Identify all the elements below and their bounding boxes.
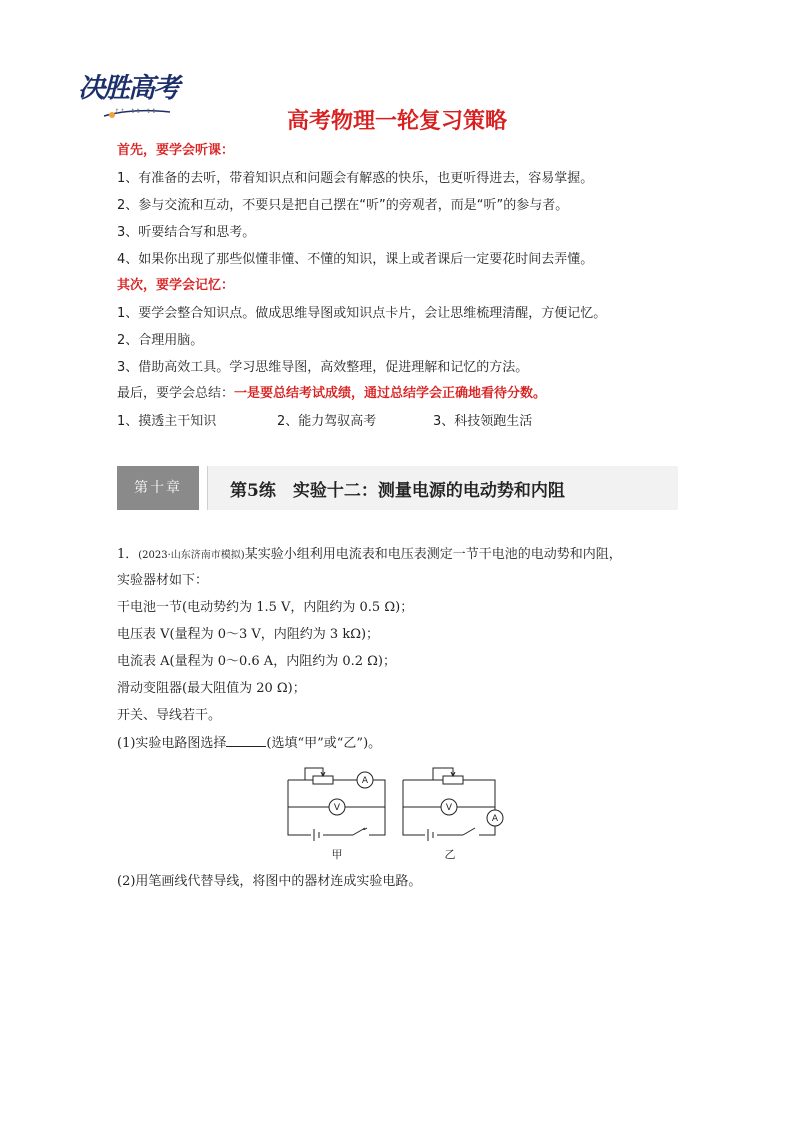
logo-subtitle: tt tt tt [116, 108, 158, 115]
material-item: 开关、导线若干。 [117, 708, 222, 723]
circuit-diagrams [285, 760, 515, 865]
material-item: 干电池一节(电动势约为 1.5 V，内阻约为 0.5 Ω)； [117, 600, 414, 615]
question-part-2: (2)用笔画线代替导线，将图中的器材连成实验电路。 [117, 874, 422, 889]
section-heading-memory: 其次，要学会记忆： [117, 278, 235, 293]
part1-text: (1)实验电路图选择 [117, 736, 227, 751]
voltmeter-label-yi: V [445, 803, 453, 813]
ammeter-label-jia: A [361, 776, 369, 786]
page-title: 高考物理一轮复习策略 [286, 109, 507, 134]
answer-blank[interactable] [226, 734, 266, 747]
circuit-label-yi: 乙 [444, 848, 456, 861]
summary-line [117, 384, 546, 404]
question-text: 某实验小组利用电流表和电压表测定一节干电池的电动势和内阻， [244, 547, 622, 562]
chapter-tag: 第十章 [117, 466, 199, 510]
tip-item: 2、能力驾驭高考 [277, 414, 377, 429]
summary-emphasis: 一是要总结考试成绩，通过总结学会正确地看待分数。 [234, 386, 547, 401]
list-item: 1、要学会整合知识点。做成思维导图或知识点卡片，会让思维梳理清醒，方便记忆。 [117, 306, 607, 321]
ammeter-label-yi: A [491, 814, 499, 824]
list-item: 2、参与交流和互动，不要只是把自己摆在“听”的旁观者，而是“听”的参与者。 [117, 198, 569, 213]
chapter-title: 第5练 实验十二：测量电源的电动势和内阻 [230, 481, 565, 501]
list-item: 2、合理用脑。 [117, 333, 204, 348]
circuit-label-jia: 甲 [331, 848, 343, 861]
material-item: 电流表 A(量程为 0～0.6 A，内阻约为 0.2 Ω)； [117, 654, 396, 669]
list-item: 3、听要结合写和思考。 [117, 225, 256, 240]
question-part-1 [117, 734, 381, 754]
tip-item: 3、科技领跑生活 [433, 414, 533, 429]
chapter-title-box [207, 466, 678, 510]
question-source: (2023·山东济南市模拟) [138, 550, 245, 561]
material-item: 电压表 V(量程为 0～3 V，内阻约为 3 kΩ)； [117, 627, 380, 642]
tip-item: 1、摸透主干知识 [117, 414, 217, 429]
part1-text-tail: (选填“甲”或“乙”)。 [266, 736, 382, 751]
question-stem [117, 545, 622, 566]
tips-row [117, 410, 532, 429]
section-heading-listen: 首先，要学会听课： [117, 143, 235, 158]
circuit-yi [403, 768, 503, 842]
summary-prefix: 最后，要学会总结： [117, 386, 235, 401]
list-item: 3、借助高效工具。学习思维导图，高效整理，促进理解和记忆的方法。 [117, 360, 529, 375]
logo-text: 决胜高考 [78, 73, 178, 104]
material-item: 滑动变阻器(最大阻值为 20 Ω)； [117, 681, 306, 696]
question-line: 实验器材如下： [117, 573, 209, 588]
list-item: 4、如果你出现了那些似懂非懂、不懂的知识，课上或者课后一定要花时间去弄懂。 [117, 252, 594, 267]
voltmeter-label-jia: V [333, 803, 341, 813]
list-item: 1、有准备的去听，带着知识点和问题会有解惑的快乐，也更听得进去，容易掌握。 [117, 171, 594, 186]
question-number: 1． [117, 547, 139, 562]
chapter-banner [117, 458, 677, 516]
